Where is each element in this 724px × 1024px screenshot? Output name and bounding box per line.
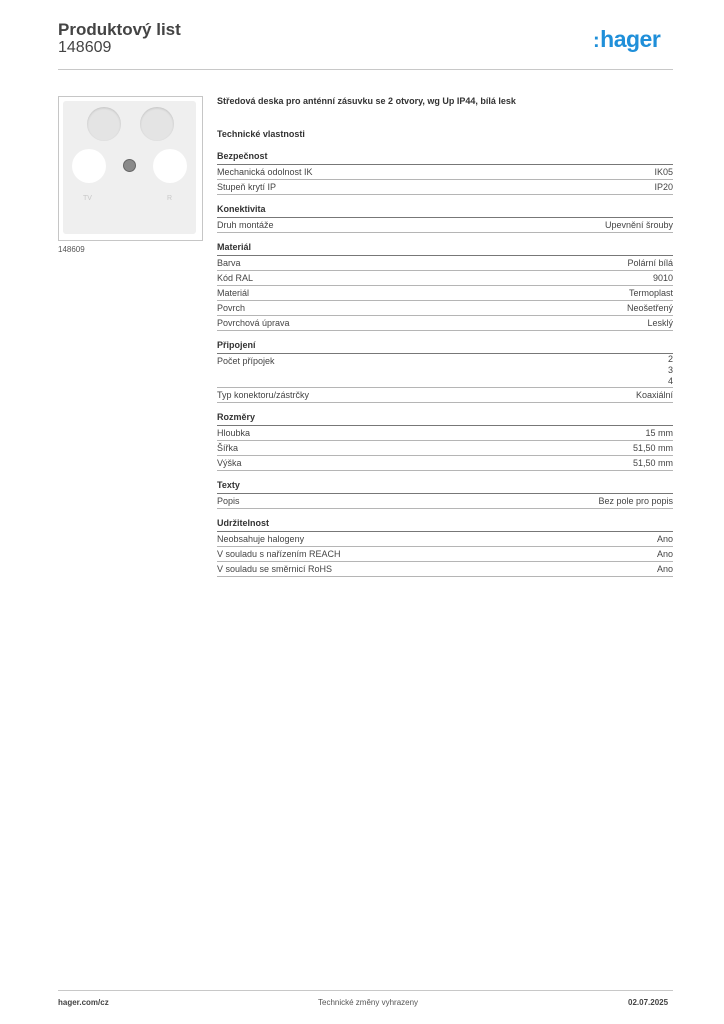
property-value	[629, 286, 673, 300]
property-row	[217, 532, 673, 547]
upper-right-opening	[140, 107, 174, 141]
property-label: Povrch	[217, 303, 246, 313]
property-label: V souladu se směrnicí RoHS	[217, 564, 333, 574]
property-value-line: 3	[667, 365, 673, 375]
property-value	[627, 301, 673, 315]
section-title: Bezpečnost	[217, 151, 673, 165]
property-value	[657, 532, 673, 546]
property-label: Druh montáže	[217, 220, 274, 230]
property-value-line: Bez pole pro popis	[598, 496, 673, 506]
section-title: Rozměry	[217, 412, 673, 426]
header-divider	[58, 69, 673, 70]
property-label: Šířka	[217, 443, 239, 453]
property-value-line: IP20	[654, 182, 673, 192]
radio-socket-opening	[153, 149, 187, 183]
property-value-line: 51,50 mm	[632, 458, 673, 468]
property-value	[598, 494, 673, 508]
property-label: Typ konektoru/zástrčky	[217, 390, 310, 400]
property-row	[217, 165, 673, 180]
property-row	[217, 301, 673, 316]
property-row	[217, 562, 673, 577]
property-value	[636, 388, 673, 402]
screw-icon	[123, 159, 136, 172]
property-value	[654, 180, 673, 194]
property-row	[217, 271, 673, 286]
logo-colon: :	[593, 30, 600, 52]
property-row	[217, 441, 673, 456]
property-value-line: 9010	[652, 273, 673, 283]
section	[217, 340, 673, 403]
property-row	[217, 218, 673, 233]
section	[217, 480, 673, 509]
article-number: 148609	[58, 39, 112, 56]
property-row	[217, 388, 673, 403]
property-value	[657, 562, 673, 576]
property-label: Výška	[217, 458, 242, 468]
property-value-line: Termoplast	[628, 288, 673, 298]
property-value	[605, 218, 673, 232]
property-label: Kód RAL	[217, 273, 254, 283]
property-row	[217, 354, 673, 388]
section	[217, 151, 673, 195]
property-label: Popis	[217, 496, 240, 506]
property-value-line: IK05	[654, 167, 673, 177]
property-label: Materiál	[217, 288, 250, 298]
property-value-line: 2	[667, 354, 673, 364]
property-row	[217, 180, 673, 195]
property-value-line: Polární bílá	[627, 258, 673, 268]
property-value	[645, 426, 673, 440]
property-label: Mechanická odolnost IK	[217, 167, 313, 177]
section-title: Konektivita	[217, 204, 673, 218]
property-value	[647, 316, 673, 330]
logo-text: hager	[600, 26, 661, 52]
property-value-line: Ano	[656, 549, 673, 559]
footer-note: Technické změny vyhrazeny	[318, 998, 419, 1007]
property-row	[217, 426, 673, 441]
footer-website: hager.com/cz	[58, 998, 109, 1007]
property-row	[217, 456, 673, 471]
property-value-line: Upevnění šrouby	[604, 220, 673, 230]
property-value-line: 4	[667, 376, 673, 386]
property-label: V souladu s nařízením REACH	[217, 549, 341, 559]
section	[217, 242, 673, 331]
section	[217, 204, 673, 233]
section-title: Připojení	[217, 340, 673, 354]
property-value-line: Koaxiální	[635, 390, 673, 400]
property-label: Povrchová úprava	[217, 318, 290, 328]
section-title: Materiál	[217, 242, 673, 256]
property-label: Hloubka	[217, 428, 251, 438]
property-value-line: Ano	[656, 564, 673, 574]
section	[217, 412, 673, 471]
property-value	[633, 441, 673, 455]
property-value	[627, 256, 673, 270]
product-description: Středová deska pro anténní zásuvku se 2 otvory, wg Up IP44, bílá lesk	[217, 96, 516, 106]
upper-left-opening	[87, 107, 121, 141]
technical-properties-heading: Technické vlastnosti	[217, 129, 305, 139]
property-value	[653, 271, 673, 285]
property-value-line: Lesklý	[647, 318, 673, 328]
property-value-line: 15 mm	[645, 428, 673, 438]
property-value	[633, 456, 673, 470]
property-value	[668, 354, 673, 387]
property-label: Stupeň krytí IP	[217, 182, 277, 192]
property-row	[217, 316, 673, 331]
tv-socket-opening	[72, 149, 106, 183]
product-content	[217, 96, 673, 577]
properties-list	[217, 151, 673, 577]
property-label: Barva	[217, 258, 241, 268]
property-row	[217, 494, 673, 509]
footer-divider	[58, 990, 673, 991]
property-value	[654, 165, 673, 179]
cover-plate-picture	[63, 101, 196, 234]
image-caption: 148609	[58, 245, 85, 254]
section-title: Texty	[217, 480, 673, 494]
property-row	[217, 547, 673, 562]
hager-logo	[593, 26, 660, 53]
footer-date: 02.07.2025	[628, 998, 669, 1007]
property-value	[657, 547, 673, 561]
tv-label: TV	[83, 195, 92, 202]
property-value-line: 51,50 mm	[632, 443, 673, 453]
property-label: Počet přípojek	[217, 356, 275, 366]
section	[217, 518, 673, 577]
product-image	[58, 96, 203, 241]
page-title: Produktový list	[58, 20, 181, 39]
property-value-line: Neošetřený	[626, 303, 673, 313]
section-title: Udržitelnost	[217, 518, 673, 532]
radio-label: R	[167, 195, 173, 202]
property-value-line: Ano	[656, 534, 673, 544]
property-row	[217, 256, 673, 271]
property-row	[217, 286, 673, 301]
property-label: Neobsahuje halogeny	[217, 534, 305, 544]
